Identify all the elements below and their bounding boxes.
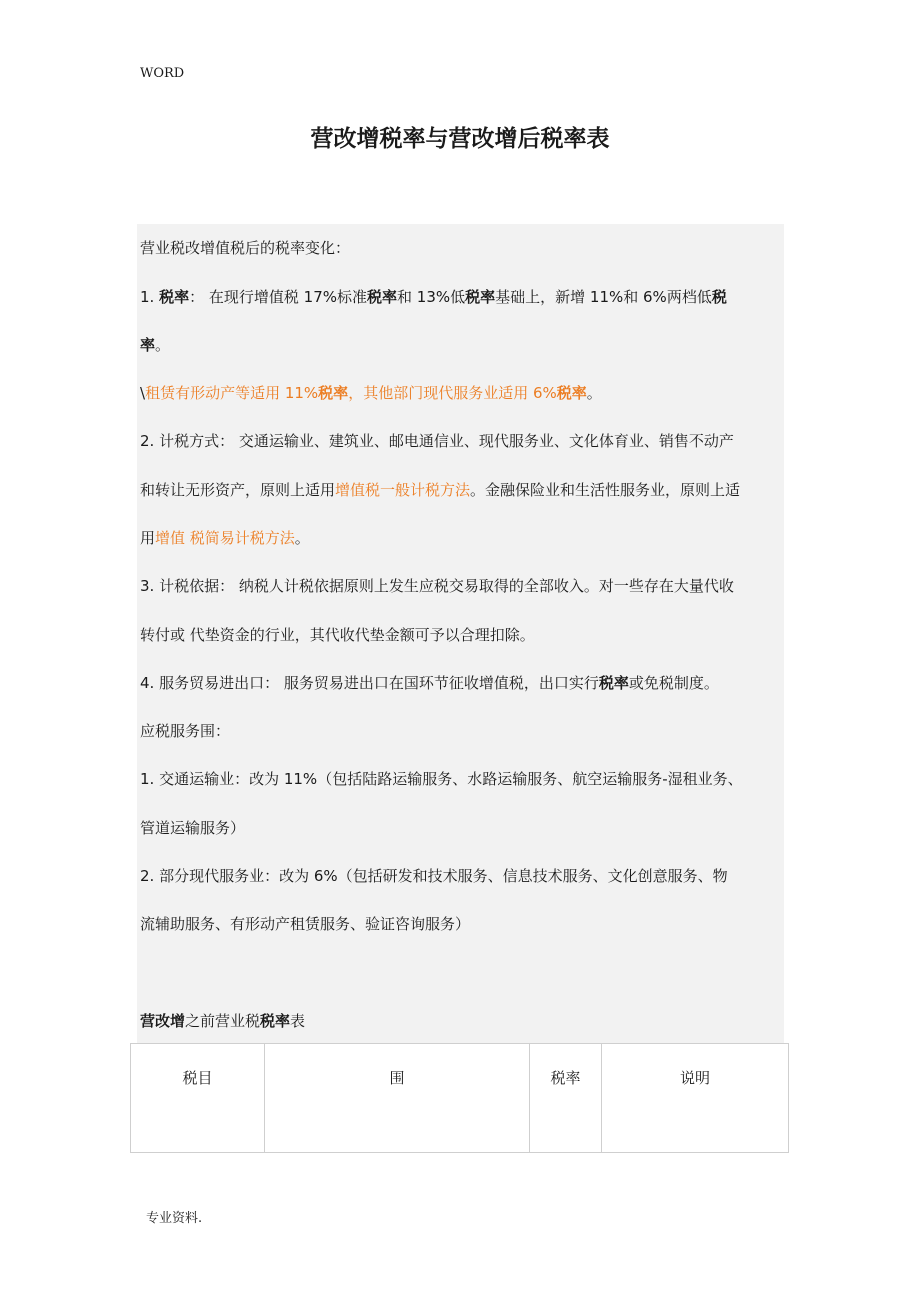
caption-text: 表 — [290, 1012, 306, 1030]
highlight-bold: 税率 — [318, 384, 349, 402]
item4-bold: 税率 — [598, 674, 629, 692]
document-title: 营改增税率与营改增后税率表 — [310, 126, 610, 152]
table-header-cell: 围 — [265, 1044, 530, 1152]
item1-line2 — [140, 335, 170, 355]
item2-text: 和转让无形资产，原则上适用 — [140, 481, 336, 499]
item1-bold: 税率 — [465, 288, 496, 306]
scope-heading: 应税服务围： — [140, 722, 231, 740]
item4-line — [140, 673, 719, 693]
table-caption — [140, 1011, 305, 1031]
item1-bold: 税率 — [159, 288, 190, 306]
item1-bold: 税 — [711, 288, 727, 306]
item2-text: 。 — [294, 529, 310, 547]
item1-text: 。 — [155, 336, 171, 354]
item3-line2: 转付或 代垫资金的行业，其代收代垫金额可予以合理扣除。 — [140, 626, 535, 644]
item1-line1 — [140, 287, 727, 307]
scope-item2-line1: 2. 部分现代服务业：改为 6%（包括研发和技术服务、信息技术服务、文化创意服务、物 — [140, 867, 728, 885]
item2-line2 — [140, 480, 740, 500]
item1-bold: 税率 — [367, 288, 398, 306]
table-header-cell: 税目 — [131, 1044, 265, 1152]
highlight-bold: 税率 — [556, 384, 587, 402]
highlight-text: ，其他部门现代服务业适用 6% — [348, 384, 557, 402]
item2-line1: 2. 计税方式： 交通运输业、建筑业、邮电通信业、现代服务业、文化体育业、销售不动产 — [140, 432, 734, 450]
table-header-cell: 税率 — [530, 1044, 602, 1152]
item4-text: 或免税制度。 — [628, 674, 719, 692]
item2-text: 。金融保险业和生活性服务业，原则上适 — [470, 481, 741, 499]
highlight-text: 增值 税简易计税方法 — [155, 529, 295, 547]
page-header: WORD — [140, 66, 185, 81]
item2-text: 用 — [140, 529, 156, 547]
item3-line1: 3. 计税依据： 纳税人计税依据原则上发生应税交易取得的全部收入。对一些存在大量代收 — [140, 577, 734, 595]
caption-bold: 税率 — [260, 1012, 291, 1030]
highlight-text: 租赁有形动产等适用 11% — [145, 384, 319, 402]
table-header-cell: 说明 — [679, 1069, 710, 1087]
item4-text: 4. 服务贸易进出口： 服务贸易进出口在国环节征收增值税，出口实行 — [140, 674, 599, 692]
item1-text: 1. — [140, 288, 160, 306]
item1-text: 和 13%低 — [397, 288, 466, 306]
intro-paragraph: 营业税改增值税后的税率变化： — [140, 239, 351, 257]
rental-suffix: 。 — [586, 384, 602, 402]
tax-rate-table — [130, 1043, 789, 1153]
highlight-text: 增值税一般计税方法 — [335, 481, 471, 499]
rental-prefix: \ — [140, 384, 146, 402]
item1-text: ： 在现行增值税 17%标准 — [189, 288, 367, 306]
scope-item1-line1: 1. 交通运输业：改为 11%（包括陆路运输服务、水路运输服务、航空运输服务-湿租业务、 — [140, 770, 743, 788]
caption-text: 之前营业税 — [185, 1012, 261, 1030]
rental-note — [140, 383, 602, 403]
page-footer: 专业资料. — [146, 1211, 203, 1226]
scope-item1-line2: 管道运输服务） — [140, 819, 246, 837]
item1-bold: 率 — [140, 336, 156, 354]
caption-bold: 营改增 — [140, 1012, 186, 1030]
scope-item2-line2: 流辅助服务、有形动产租赁服务、验证咨询服务） — [140, 915, 471, 933]
item1-text: 基础上，新增 11%和 6%两档低 — [495, 288, 712, 306]
item2-line3 — [140, 528, 310, 548]
